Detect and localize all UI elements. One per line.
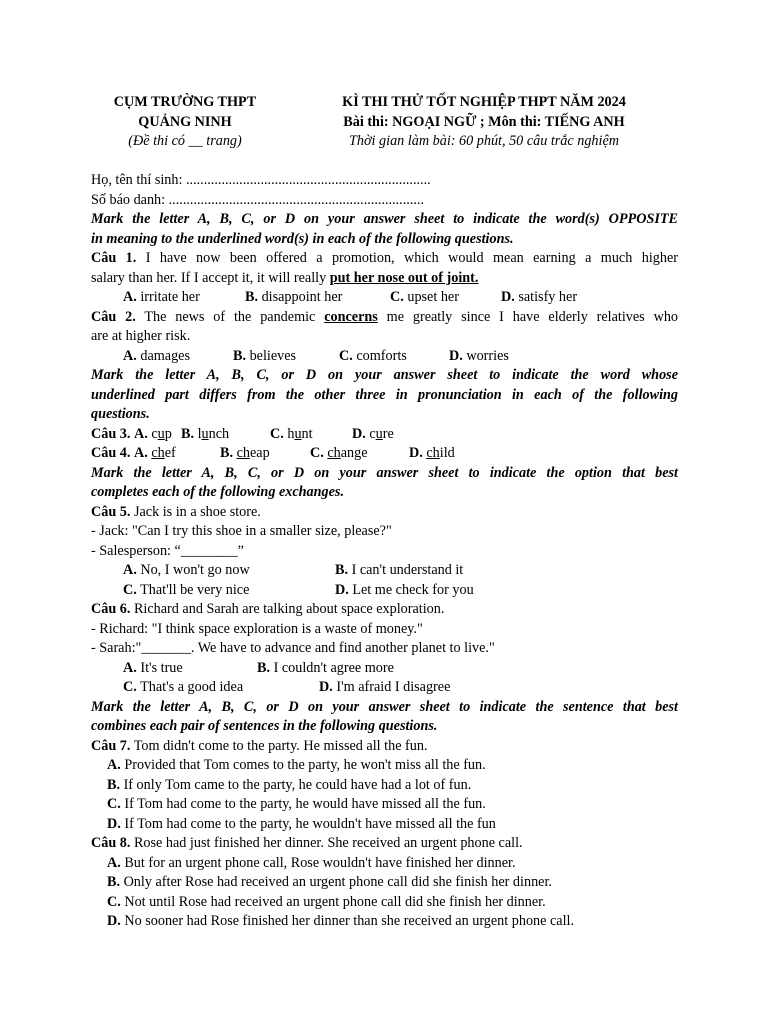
option-letter: B. [220,445,234,461]
question-text: Jack is in a shoe store. [130,503,261,520]
option-letter: A. [123,289,137,305]
question-label: Câu 2. [91,308,136,325]
word-part: ef [164,445,176,461]
options-row [91,678,678,698]
underlined-part: ch [327,445,341,461]
option-letter: C. [123,679,137,695]
exam-subject: Bài thi: NGOẠI NGỮ ; Môn thi: TIẾNG ANH [343,113,625,130]
question-text: The news of the pandemic [135,308,325,325]
underlined-part: ch [426,445,440,461]
option-text: Only after Rose had received an urgent phone call did she finish her dinner. [123,874,552,890]
section-instruction: combines each pair of sentences in the following questions. [91,718,438,734]
word-part: ange [340,445,368,461]
option-c [390,288,501,308]
section-instruction: in meaning to the underlined word(s) in each of the following questions. [91,230,514,247]
option-text: believes [249,347,297,364]
option-letter: C. [107,796,121,812]
option-letter: B. [257,659,271,676]
option-d [319,678,450,698]
underlined-phrase: put her nose out of joint. [329,269,479,286]
option-text: disappoint her [261,289,343,305]
option-letter: D. [352,425,366,442]
option-letter: A. [133,445,148,461]
option-c [310,444,409,464]
option-text: satisfy her [518,289,578,305]
dialogue-line: - Sarah:"_______. We have to advance and find another planet to live." [91,640,495,656]
option-c [91,795,678,815]
option-letter: A. [123,562,137,578]
option-a [123,347,233,367]
option-letter: D. [319,679,333,695]
option-text: If Tom had come to the party, he would have missed all the fun. [124,796,486,812]
option-d [335,581,474,601]
option-letter: B. [107,776,121,793]
option-letter: A. [107,757,121,773]
options-row [91,659,678,679]
option-text: I couldn't agree more [273,659,394,676]
options-row [91,288,678,308]
option-letter: B. [181,425,195,442]
option-d [409,444,455,464]
option-letter: C. [123,581,137,598]
question-label: Câu 8. [91,835,131,851]
question-label: Câu 3. [91,425,131,442]
word-part: c [369,425,376,442]
option-c [270,425,352,445]
option-c [123,581,335,601]
option-letter: C. [339,347,353,364]
option-d [352,425,394,445]
word-part: eap [249,445,270,461]
section-instruction: Mark the letter A, B, C, or D on your answer sheet to indicate the word(s) OPPOSITE [91,211,678,227]
candidate-name-line: Họ, tên thí sinh: ..................................................................... [91,172,431,188]
question-7 [91,737,678,757]
option-letter: C. [390,289,404,305]
school-name: CỤM TRƯỜNG THPT [113,94,257,110]
page-count-note: (Đề thi có __ trang) [128,133,242,149]
option-letter: D. [335,581,349,598]
question-label: Câu 6. [91,601,131,617]
option-letter: B. [245,289,259,305]
underlined-part: ch [236,445,250,461]
question-label: Câu 4. [91,445,131,461]
underlined-word: concerns [324,308,378,325]
option-a [123,561,335,581]
word-part: nt [301,425,313,442]
option-letter: A. [123,347,137,364]
option-text: No sooner had Rose finished her dinner than she received an urgent phone call. [124,913,574,929]
word-part: l [197,425,202,442]
option-text: It's true [140,659,183,676]
question-text: me greatly since I have elderly relatives who [377,308,679,325]
option-text: upset her [407,289,459,305]
option-text: That's a good idea [140,679,244,695]
exam-duration: Thời gian làm bài: 60 phút, 50 câu trắc nghiệm [348,133,620,149]
question-2-cont: are at higher risk. [91,328,191,344]
option-text: But for an urgent phone call, Rose wouldn't have finished her dinner. [124,854,516,871]
school-region: QUẢNG NINH [138,113,232,130]
option-b [245,288,390,308]
option-b [220,444,310,464]
option-text: Let me check for you [352,581,474,598]
underlined-part: u [294,425,302,442]
underlined-part: u [157,425,165,442]
question-label: Câu 5. [91,503,131,520]
section-instruction: completes each of the following exchanges. [91,484,344,500]
option-letter: C. [107,893,121,910]
question-5 [91,503,678,523]
question-text: Tom didn't come to the party. He missed all the fun. [130,737,428,754]
question-text: Rose had just finished her dinner. She received an urgent phone call. [130,835,523,851]
question-label: Câu 1. [91,250,137,266]
option-text: I can't understand it [351,562,464,578]
option-letter: B. [335,562,349,578]
option-letter: C. [270,425,284,442]
option-d [91,912,678,932]
option-letter: D. [107,913,121,929]
section-instruction: questions. [91,406,150,422]
question-text: Richard and Sarah are talking about space exploration. [130,601,445,617]
option-c [339,347,449,367]
option-letter: A. [133,425,148,442]
question-4 [91,444,678,464]
section-instruction: Mark the letter A, B, C, or D on your answer sheet to indicate the option that best [91,464,678,481]
word-part: re [382,425,394,442]
question-1-cont [91,269,678,289]
option-b [335,561,463,581]
option-text: That'll be very nice [140,581,250,598]
option-text: damages [140,347,190,364]
section-instruction: Mark the letter A, B, C, or D on your answer sheet to indicate the sentence that best [91,698,678,715]
option-b [91,873,678,893]
option-text: worries [466,347,509,364]
exam-info-block [304,93,664,152]
option-letter: D. [409,445,423,461]
option-b [233,347,339,367]
question-label: Câu 7. [91,737,131,754]
question-text: I have now been offered a promotion, which would mean earning a much higher [136,250,678,266]
option-letter: B. [233,347,247,364]
underlined-part: ch [151,445,165,461]
option-b [91,776,678,796]
school-block [92,93,278,152]
question-1 [91,249,678,269]
word-part: c [151,425,158,442]
word-part: h [287,425,295,442]
option-text: If Tom had come to the party, he wouldn't have missed all the fun [124,815,496,832]
option-text: irritate her [140,289,200,305]
option-letter: D. [449,347,463,364]
option-text: Provided that Tom comes to the party, he won't miss all the fun. [124,757,486,773]
option-d [501,288,577,308]
option-a [91,854,678,874]
dialogue-line: - Salesperson: “________” [91,542,244,559]
question-2 [91,308,678,328]
option-letter: B. [107,874,121,890]
option-c [91,893,678,913]
question-8 [91,834,678,854]
option-text: No, I won't go now [140,562,250,578]
option-a [123,659,257,679]
dialogue-line: - Richard: "I think space exploration is a waste of money." [91,620,423,637]
word-part: p [164,425,172,442]
option-d [91,815,678,835]
option-a [91,756,678,776]
option-letter: A. [107,854,121,871]
option-text: Not until Rose had received an urgent phone call did she finish her dinner. [124,893,546,910]
option-a [91,425,181,445]
option-d [449,347,509,367]
section-instruction: underlined part differs from the other three in pronunciation in each of the following [91,386,678,403]
option-b [181,425,270,445]
option-b [257,659,394,679]
option-a [123,288,245,308]
option-text: I'm afraid I disagree [336,679,451,695]
option-letter: D. [501,289,515,305]
underlined-part: u [375,425,383,442]
option-letter: C. [310,445,324,461]
option-a [91,444,220,464]
word-part: nch [208,425,230,442]
question-text: salary than her. If I accept it, it will really [91,269,330,286]
exam-content [91,171,678,932]
option-letter: D. [107,815,121,832]
options-row [91,561,678,581]
options-row [91,581,678,601]
word-part: ild [439,445,455,461]
option-text: comforts [356,347,407,364]
candidate-id-line: Số báo danh: ........................................................................ [91,191,425,208]
underlined-part: u [201,425,209,442]
question-3 [91,425,678,445]
question-6 [91,600,678,620]
options-row [91,347,678,367]
dialogue-line: - Jack: "Can I try this shoe in a smaller size, please?" [91,523,392,539]
option-text: If only Tom came to the party, he could have had a lot of fun. [123,776,472,793]
exam-title: KÌ THI THỬ TỐT NGHIỆP THPT NĂM 2024 [342,94,626,110]
option-c [123,678,319,698]
section-instruction: Mark the letter A, B, C, or D on your answer sheet to indicate the word whose [91,367,678,383]
option-letter: A. [123,659,137,676]
